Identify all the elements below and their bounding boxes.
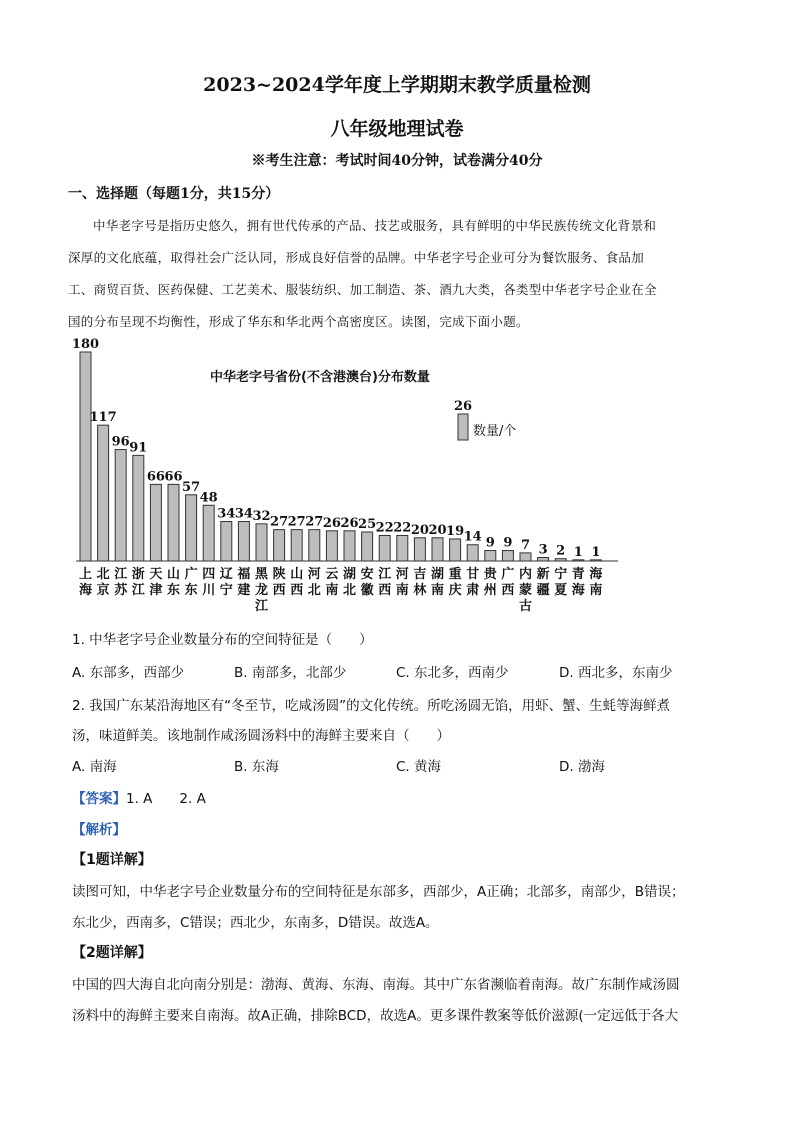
bar-value-label: 2 — [556, 543, 566, 559]
category-tick-label: 海 — [589, 567, 603, 582]
bar-1 — [98, 425, 109, 561]
category-tick-label: 南 — [395, 583, 409, 598]
q2-option-a[interactable]: A. 南海 — [72, 759, 117, 775]
legend-swatch — [458, 414, 468, 440]
bar-value-label: 96 — [111, 434, 130, 450]
bar-value-label: 117 — [89, 410, 117, 426]
bar-3 — [133, 455, 144, 561]
bar-value-label: 7 — [520, 537, 531, 553]
question-2-stem-line: 汤，味道鲜美。该地制作咸汤圆汤料中的海鲜主要来自（ ） — [72, 728, 450, 744]
bar-26 — [538, 558, 549, 561]
category-tick-label: 徽 — [360, 583, 374, 598]
bar-value-label: 32 — [252, 508, 271, 524]
detail-2-heading: 【2题详解】 — [72, 945, 152, 961]
category-tick-label: 建 — [237, 583, 251, 598]
detail-1-line: 读图可知，中华老字号企业数量分布的空间特征是东部多，西部少，A正确；北部多，南部少，B错误； — [72, 884, 685, 900]
bar-value-label: 1 — [591, 544, 601, 560]
category-tick-label: 云 — [325, 567, 339, 582]
category-tick-label: 江 — [131, 583, 145, 598]
bar-19 — [414, 538, 425, 561]
category-tick-label: 宁 — [219, 583, 233, 598]
category-tick-label: 龙 — [254, 583, 269, 598]
bar-value-label: 27 — [287, 514, 306, 530]
bar-value-label: 3 — [538, 542, 548, 558]
category-tick-label: 青 — [571, 567, 585, 582]
bar-17 — [379, 535, 390, 561]
category-tick-label: 北 — [307, 583, 321, 598]
category-tick-label: 京 — [96, 583, 110, 598]
question-2-stem-line: 2. 我国广东某沿海地区有“冬至节，吃咸汤圆”的文化传统。所吃汤圆无馅，用虾、蟹、生蚝等海鲜煮 — [72, 698, 671, 714]
category-tick-label: 重 — [448, 567, 462, 582]
q2-option-d[interactable]: D. 渤海 — [559, 759, 605, 775]
bar-15 — [344, 531, 355, 561]
q2-option-c[interactable]: C. 黄海 — [396, 759, 442, 775]
bar-29 — [590, 560, 601, 561]
category-tick-label: 甘 — [466, 567, 480, 582]
category-tick-label: 海 — [78, 583, 93, 598]
q1-option-d[interactable]: D. 西北多，东南少 — [559, 665, 673, 681]
category-tick-label: 海 — [571, 583, 585, 598]
category-tick-label: 江 — [378, 567, 392, 582]
category-tick-label: 古 — [518, 599, 533, 614]
bar-value-label: 34 — [234, 506, 253, 522]
category-tick-label: 西 — [272, 583, 286, 598]
category-tick-label: 南 — [430, 583, 445, 598]
category-tick-label: 天 — [149, 567, 163, 582]
bar-22 — [467, 545, 478, 561]
category-tick-label: 江 — [114, 567, 128, 582]
detail-1-line: 东北少，西南多，C错误；西北少，东南多，D错误。故选A。 — [72, 915, 439, 931]
category-tick-label: 湖 — [342, 567, 357, 582]
bar-2 — [115, 450, 126, 561]
category-tick-label: 新 — [536, 567, 550, 582]
category-tick-label: 北 — [96, 567, 110, 582]
bar-27 — [555, 559, 566, 561]
exam-title: 2023~2024学年度上学期期末教学质量检测 — [203, 74, 591, 96]
category-tick-label: 上 — [78, 567, 93, 582]
category-tick-label: 黑 — [254, 567, 269, 582]
bar-value-label: 34 — [217, 506, 236, 522]
bar-value-label: 1 — [573, 544, 583, 560]
intro-line: 深厚的文化底蕴，取得社会广泛认同，形成良好信誉的品牌。中华老字号企业可分为餐饮服务、食品加 — [68, 250, 645, 265]
bar-value-label: 22 — [393, 520, 412, 536]
category-tick-label: 山 — [166, 567, 181, 582]
bar-value-label: 9 — [503, 535, 513, 551]
category-tick-label: 南 — [325, 583, 339, 598]
bar-16 — [362, 532, 373, 561]
bar-value-label: 27 — [270, 514, 289, 530]
legend-label: 数量/个 — [473, 424, 517, 439]
category-tick-label: 河 — [307, 567, 321, 582]
bar-25 — [520, 553, 531, 561]
bar-value-label: 9 — [485, 535, 495, 551]
bar-9 — [238, 522, 249, 561]
bar-value-label: 20 — [410, 522, 429, 538]
category-tick-label: 津 — [149, 583, 163, 598]
q1-option-a[interactable]: A. 东部多，西部少 — [72, 665, 185, 681]
category-tick-label: 吉 — [413, 567, 427, 582]
category-tick-label: 广 — [501, 567, 515, 582]
category-tick-label: 疆 — [536, 583, 550, 598]
category-tick-label: 辽 — [219, 567, 233, 582]
province-bar-chart — [70, 330, 630, 620]
chart-title: 中华老字号省份(不含港澳台)分布数量 — [210, 370, 430, 385]
bar-11 — [274, 530, 285, 561]
bar-5 — [168, 484, 179, 561]
category-tick-label: 庆 — [448, 583, 462, 598]
bar-value-label: 27 — [305, 514, 324, 530]
bar-4 — [150, 484, 161, 561]
q1-option-c[interactable]: C. 东北多，西南少 — [396, 665, 509, 681]
category-tick-label: 浙 — [131, 567, 145, 582]
bar-7 — [203, 505, 214, 561]
bar-value-label: 14 — [463, 529, 482, 545]
bar-10 — [256, 524, 267, 561]
intro-paragraph — [68, 210, 718, 338]
category-tick-label: 西 — [378, 583, 392, 598]
detail-1-heading: 【1题详解】 — [72, 852, 152, 868]
section-heading: 一、选择题（每题1分，共15分） — [68, 186, 280, 202]
intro-line: 国的分布呈现不均衡性，形成了华东和华北两个高密度区。读图，完成下面小题。 — [68, 314, 529, 329]
answer-label: 【答案】 — [72, 791, 126, 807]
intro-line: 工、商贸百货、医药保健、工艺美术、服装纺织、加工制造、茶、酒九大类，各类型中华老字号企业在全 — [68, 282, 657, 297]
bar-value-label: 66 — [146, 469, 165, 485]
bar-8 — [221, 522, 232, 561]
category-tick-label: 州 — [483, 583, 497, 598]
category-tick-label: 苏 — [114, 583, 128, 598]
bar-value-label: 20 — [428, 522, 447, 538]
category-tick-label: 川 — [202, 583, 216, 598]
bar-value-label: 19 — [446, 523, 465, 539]
category-tick-label: 西 — [501, 583, 515, 598]
category-tick-label: 宁 — [554, 567, 568, 582]
category-tick-label: 陕 — [272, 567, 286, 582]
category-tick-label: 北 — [342, 583, 357, 598]
category-tick-label: 四 — [202, 567, 216, 582]
category-tick-label: 江 — [254, 599, 269, 614]
category-tick-label: 内 — [518, 567, 533, 582]
answer-row — [72, 787, 206, 807]
category-tick-label: 肃 — [466, 583, 480, 598]
bar-18 — [397, 535, 408, 561]
bar-21 — [450, 539, 461, 561]
bar-28 — [573, 560, 584, 561]
category-tick-label: 湖 — [430, 567, 445, 582]
intro-line: 中华老字号是指历史悠久，拥有世代传承的产品、技艺或服务，具有鲜明的中华民族传统文化背景和 — [93, 218, 657, 233]
category-tick-label: 山 — [290, 567, 304, 582]
question-1-stem: 1. 中华老字号企业数量分布的空间特征是（ ） — [72, 632, 373, 648]
bar-12 — [291, 530, 302, 561]
bar-value-label: 66 — [164, 469, 183, 485]
bar-value-label: 91 — [129, 440, 148, 456]
bar-14 — [326, 531, 337, 561]
category-tick-label: 西 — [290, 583, 304, 598]
bar-23 — [485, 551, 496, 561]
bar-0 — [80, 352, 91, 561]
q2-option-b[interactable]: B. 东海 — [234, 759, 279, 775]
category-tick-label: 南 — [589, 583, 603, 598]
bar-20 — [432, 538, 443, 561]
bar-value-label: 57 — [182, 479, 201, 495]
category-tick-label: 福 — [237, 567, 251, 582]
legend-value: 26 — [453, 399, 473, 414]
category-tick-label: 夏 — [554, 583, 568, 598]
category-tick-label: 广 — [184, 567, 198, 582]
detail-2-line: 中国的四大海自北向南分别是：渤海、黄海、东海、南海。其中广东省濒临着南海。故广东制作咸汤圆 — [72, 977, 680, 993]
detail-2-line: 汤料中的海鲜主要来自南海。故A正确，排除BCD，故选A。更多课件教案等低价滋源(一定远低于各大 — [72, 1008, 679, 1024]
answer-text: 1. A 2. A — [126, 791, 206, 807]
category-tick-label: 东 — [184, 583, 198, 598]
bar-6 — [186, 495, 197, 561]
category-tick-label: 林 — [413, 583, 427, 598]
bar-value-label: 180 — [71, 337, 100, 352]
category-tick-label: 东 — [166, 583, 181, 598]
exam-notice: ※考生注意：考试时间40分钟，试卷满分40分 — [251, 153, 543, 169]
category-tick-label: 贵 — [483, 567, 497, 582]
bar-value-label: 26 — [340, 515, 359, 531]
exam-subtitle: 八年级地理试卷 — [330, 118, 464, 140]
category-tick-label: 安 — [360, 567, 374, 582]
category-tick-label: 蒙 — [518, 583, 533, 598]
analysis-label: 【解析】 — [72, 822, 126, 838]
q1-option-b[interactable]: B. 南部多，北部少 — [234, 665, 347, 681]
bar-value-label: 25 — [358, 516, 377, 532]
bar-value-label: 26 — [322, 515, 341, 531]
bar-value-label: 48 — [199, 490, 218, 506]
bar-24 — [502, 551, 513, 561]
bar-13 — [309, 530, 320, 561]
bar-value-label: 22 — [375, 520, 394, 536]
category-tick-label: 河 — [395, 567, 409, 582]
